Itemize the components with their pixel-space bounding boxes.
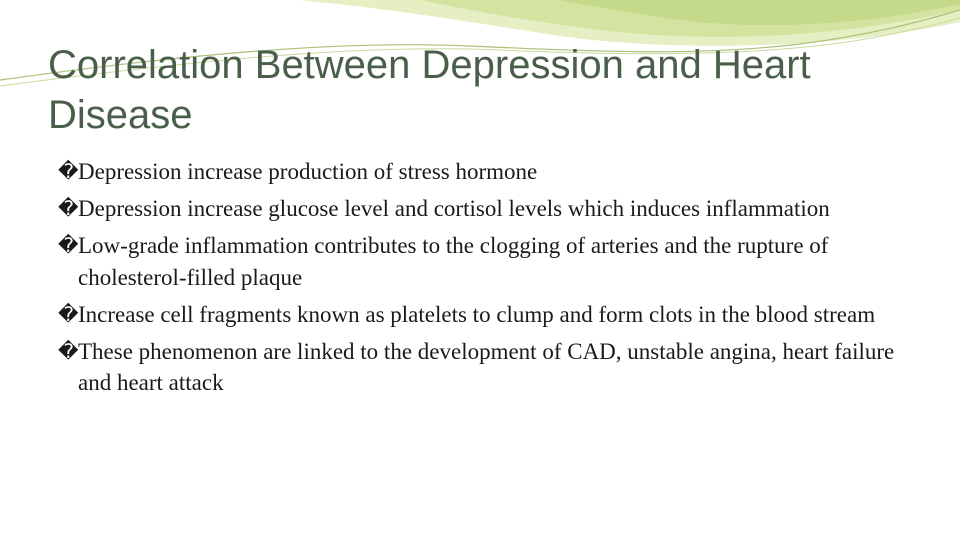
bullet-item bbox=[58, 230, 918, 293]
bullet-item bbox=[58, 336, 918, 399]
slide-title: Correlation Between Depression and Heart Disease bbox=[48, 43, 811, 137]
bullet-item bbox=[58, 299, 918, 331]
bullet-glyph-icon: � bbox=[58, 196, 79, 220]
bullet-text: Depression increase production of stress hormone bbox=[78, 159, 538, 184]
bullet-item bbox=[58, 193, 918, 225]
bullet-glyph-icon: � bbox=[58, 159, 79, 183]
bullet-glyph-icon: � bbox=[58, 301, 79, 326]
bullet-text: These phenomenon are linked to the development of CAD, unstable angina, heart failure and heart attack bbox=[78, 338, 895, 395]
bullet-glyph-icon: � bbox=[58, 338, 79, 363]
bullet-item bbox=[58, 156, 918, 188]
bullet-list bbox=[58, 156, 918, 404]
bullet-text: Increase cell fragments known as platelets to clump and form clots in the blood stream bbox=[78, 301, 876, 327]
bullet-text: Depression increase glucose level and cortisol levels which induces inflammation bbox=[78, 196, 830, 221]
bullet-text: Low-grade inflammation contributes to the clogging of arteries and the rupture of cholesterol-filled plaque bbox=[78, 233, 829, 290]
bullet-glyph-icon: � bbox=[58, 233, 79, 257]
